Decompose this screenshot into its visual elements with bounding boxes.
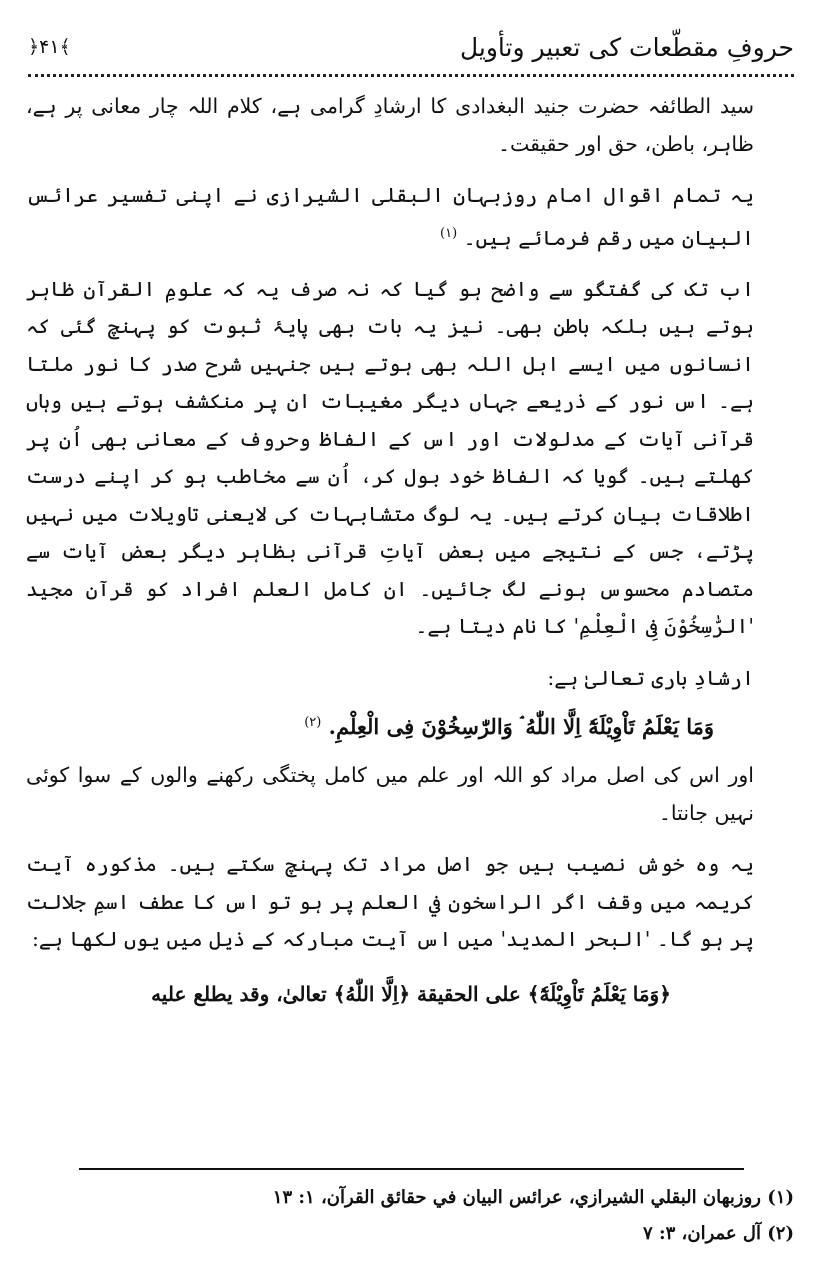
arabic-quotation-text: ﴿وَمَا يَعْلَمُ تَاْوِيْلَهٗٓ﴾ على الحقيقة ﴿اِلَّا اللّٰهُ﴾ تعالیٰ، وقد يطلع عليه xyxy=(151,981,671,1006)
paragraph-1 xyxy=(26,88,796,163)
footnote-1: (۱) روزبهان البقلي الشيرازي، عرائس البيان في حقائق القرآن، ۱: ۱۳ xyxy=(272,1187,794,1208)
quran-verse xyxy=(26,703,796,747)
paragraph-3-text: اب تک کی گفتگو سے واضح ہو گیا کہ نہ صرف یہ کہ علومِ القرآن ظاہر ہوتے ہیں بلکہ باطن بھی۔ نیز یہ بات بھی پایۂ ثبوت کو پہنچ گئی کہ انسانوں میں ایسے اہل اللہ بھی ہوتے ہیں جنہیں شرح صدر کا نور ملتا ہے۔ اس نور کے ذریعے جہاں دیگر مغیبات ان پر منکشف ہوتے ہیں وہاں قرآنی آیات کے مدلولات اور اس کے الفاظ وحروف کے معانی بھی اُن پر کھلتے ہیں۔ گویا کہ الفاظ خود بول کر، اُن سے مخاطب ہو کر اپنے درست اطلاقات بیان کرتے ہیں۔ یہ لوگ متشابہات کی لایعنی تاویلات میں نہیں پڑتے، جس کے نتیجے میں بعض آیاتِ قرآنی بظاہر دیگر بعض آیات سے متصادم محسوس ہونے لگ جائیں۔ ان کامل العلم افراد کو قرآن مجید 'الرّٰسِخُوْنَ فِی الْعِلْمِ' کا نام دیتا ہے۔ xyxy=(26,276,754,639)
paragraph-6 xyxy=(26,846,796,959)
footnote-ref-1: (۱) xyxy=(440,225,458,241)
footnote-2: (۲) آل عمران، ۳: ۷ xyxy=(643,1223,794,1244)
paragraph-4-text: ارشادِ باری تعالیٰ ہے: xyxy=(547,665,754,690)
footnote-divider xyxy=(79,1168,744,1170)
running-title: حروفِ مقطّعات کی تعبیر وتأویل xyxy=(459,32,794,62)
paragraph-3 xyxy=(26,271,796,646)
paragraph-5-text: اور اس کی اصل مراد کو اللہ اور علم میں کامل پختگی رکھنے والوں کے سوا کوئی نہیں جانتا۔ xyxy=(26,763,754,825)
paragraph-2-text: یہ تمام اقوال امام روزبہان البقلی الشیرازی نے اپنی تفسیر عرائس البیان میں رقم فرمائے ہیں۔ xyxy=(26,183,754,250)
main-text xyxy=(26,88,796,1015)
page-number: ﴿۴۱﴾ xyxy=(28,36,71,58)
quran-verse-text: وَمَا يَعْلَمُ تَاْوِيْلَهٗٓ اِلَّا اللّٰهُ ۘ وَالرّٰسِخُوْنَ فِی الْعِلْمِ. xyxy=(328,714,714,740)
paragraph-2 xyxy=(26,177,796,257)
footnote-ref-2: (۲) xyxy=(304,715,322,731)
paragraph-1-text: سید الطائفہ حضرت جنید البغدادی کا ارشادِ گرامی ہے، کلام اللہ چار معانی پر ہے، ظاہر، باطن، حق اور حقیقت۔ xyxy=(26,94,754,156)
page-header xyxy=(28,24,794,70)
paragraph-5 xyxy=(26,757,796,832)
header-divider xyxy=(28,74,794,77)
paragraph-4 xyxy=(26,660,796,698)
arabic-quotation xyxy=(26,973,796,1015)
paragraph-6-text: یہ وہ خوش نصیب ہیں جو اصل مراد تک پہنچ سکتے ہیں۔ مذکورہ آیت کریمہ میں وقف اگر الراسخون في العلم پر ہو تو اس کا عطف اسمِ جلالت پر ہو گا۔ 'البحر المدید' میں اس آیت مبارکہ کے ذیل میں یوں لکھا ہے: xyxy=(26,852,754,952)
footnotes xyxy=(28,1180,794,1252)
